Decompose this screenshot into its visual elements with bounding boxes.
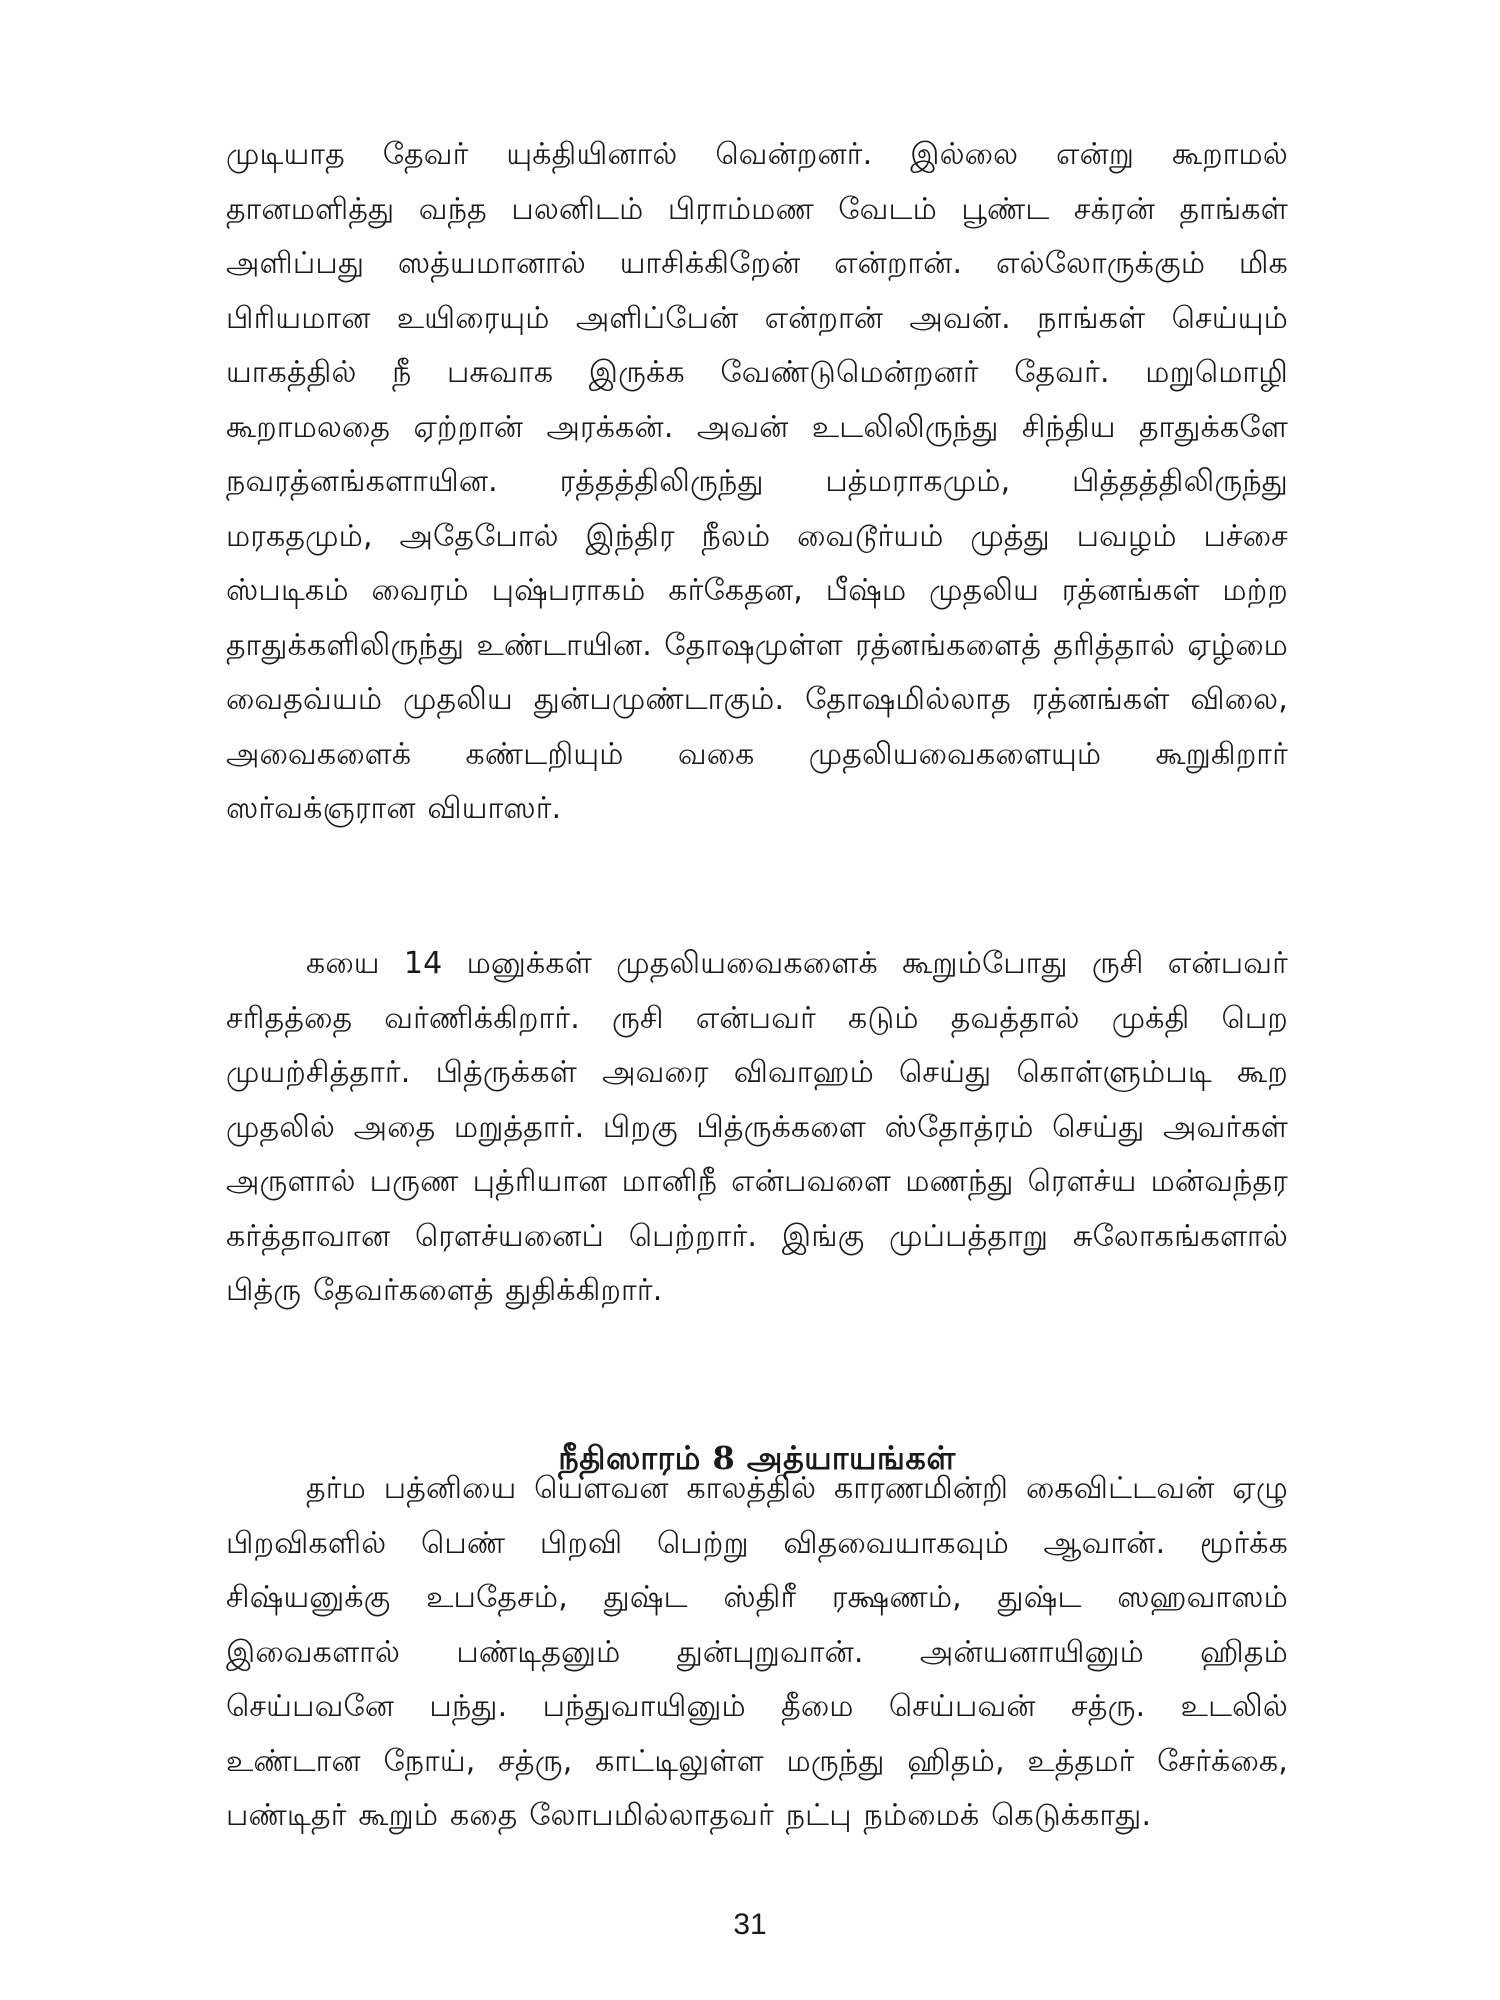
body-paragraph-neethisaram: தர்ம பத்னியை யௌவன காலத்தில் காரணமின்றி கைவிட்டவன் ஏழு பிறவிகளில் பெண் பிறவி பெற்று விதவையாகவும் ஆவான். மூர்க்க சிஷ்யனுக்கு உபதேசம், துஷ்ட ஸ்திரீ ரக்ஷணம், துஷ்ட ஸஹவாஸம் இவைகளால் பண்டிதனும் துன்புறுவான். அன்யனாயினும் ஹிதம் செய்பவனே பந்து. பந்துவாயினும் தீமை செய்பவன் சத்ரு. உடலில் உண்டான நோய், சத்ரு, காட்டிலுள்ள மருந்து ஹிதம், உத்தமர் சேர்க்கை, பண்டிதர் கூறும் கதை லோபமில்லாதவர் நட்பு நம்மைக் கெடுக்காது. [226, 1471, 1288, 1833]
chapter-heading: நீதிஸாரம் 8 அத்யாயங்கள் [558, 1438, 956, 1477]
body-paragraph-ruchi: கயை 14 மனுக்கள் முதலியவைகளைக் கூறும்போது ருசி என்பவர் சரிதத்தை வர்ணிக்கிறார். ருசி என்பவர் கடும் தவத்தால் முக்தி பெற முயற்சித்தார். பித்ருக்கள் அவரை விவாஹம் செய்து கொள்ளும்படி கூற முதலில் அதை மறுத்தார். பிறகு பித்ருக்களை ஸ்தோத்ரம் செய்து அவர்கள் அருளால் பருண புத்ரியான மானிநீ என்பவளை மணந்து ரௌச்ய மன்வந்தர கர்த்தாவான ரௌச்யனைப் பெற்றார். இங்கு முப்பத்தாறு சுலோகங்களால் பித்ரு தேவர்களைத் துதிக்கிறார். [226, 946, 1288, 1308]
body-paragraph-nava-ratna: முடியாத தேவர் யுக்தியினால் வென்றனர். இல்லை என்று கூறாமல் தானமளித்து வந்த பலனிடம் பிராம்மண வேடம் பூண்ட சக்ரன் தாங்கள் அளிப்பது ஸத்யமானால் யாசிக்கிறேன் என்றான். எல்லோருக்கும் மிக பிரியமான உயிரையும் அளிப்பேன் என்றான் அவன். நாங்கள் செய்யும் யாகத்தில் நீ பசுவாக இருக்க வேண்டுமென்றனர் தேவர். மறுமொழி கூறாமலதை ஏற்றான் அரக்கன். அவன் உடலிலிருந்து சிந்திய தாதுக்களே நவரத்னங்களாயின. ரத்தத்திலிருந்து பத்மராகமும், பித்தத்திலிருந்து மரகதமும், அதேபோல் இந்திர நீலம் வைடூர்யம் முத்து பவழம் பச்சை ஸ்படிகம் வைரம் புஷ்பராகம் கர்கேதன, பீஷ்ம முதலிய ரத்னங்கள் மற்ற தாதுக்களிலிருந்து உண்டாயின. தோஷமுள்ள ரத்னங்களைத் தரித்தால் ஏழ்மை வைதவ்யம் முதலிய துன்பமுண்டாகும். தோஷமில்லாத ரத்னங்கள் விலை, அவைகளைக் கண்டறியும் வகை முதலியவைகளையும் கூறுகிறார் ஸர்வக்ஞரான வியாஸர். [226, 137, 1288, 826]
page-number: 31 [733, 1908, 767, 1941]
